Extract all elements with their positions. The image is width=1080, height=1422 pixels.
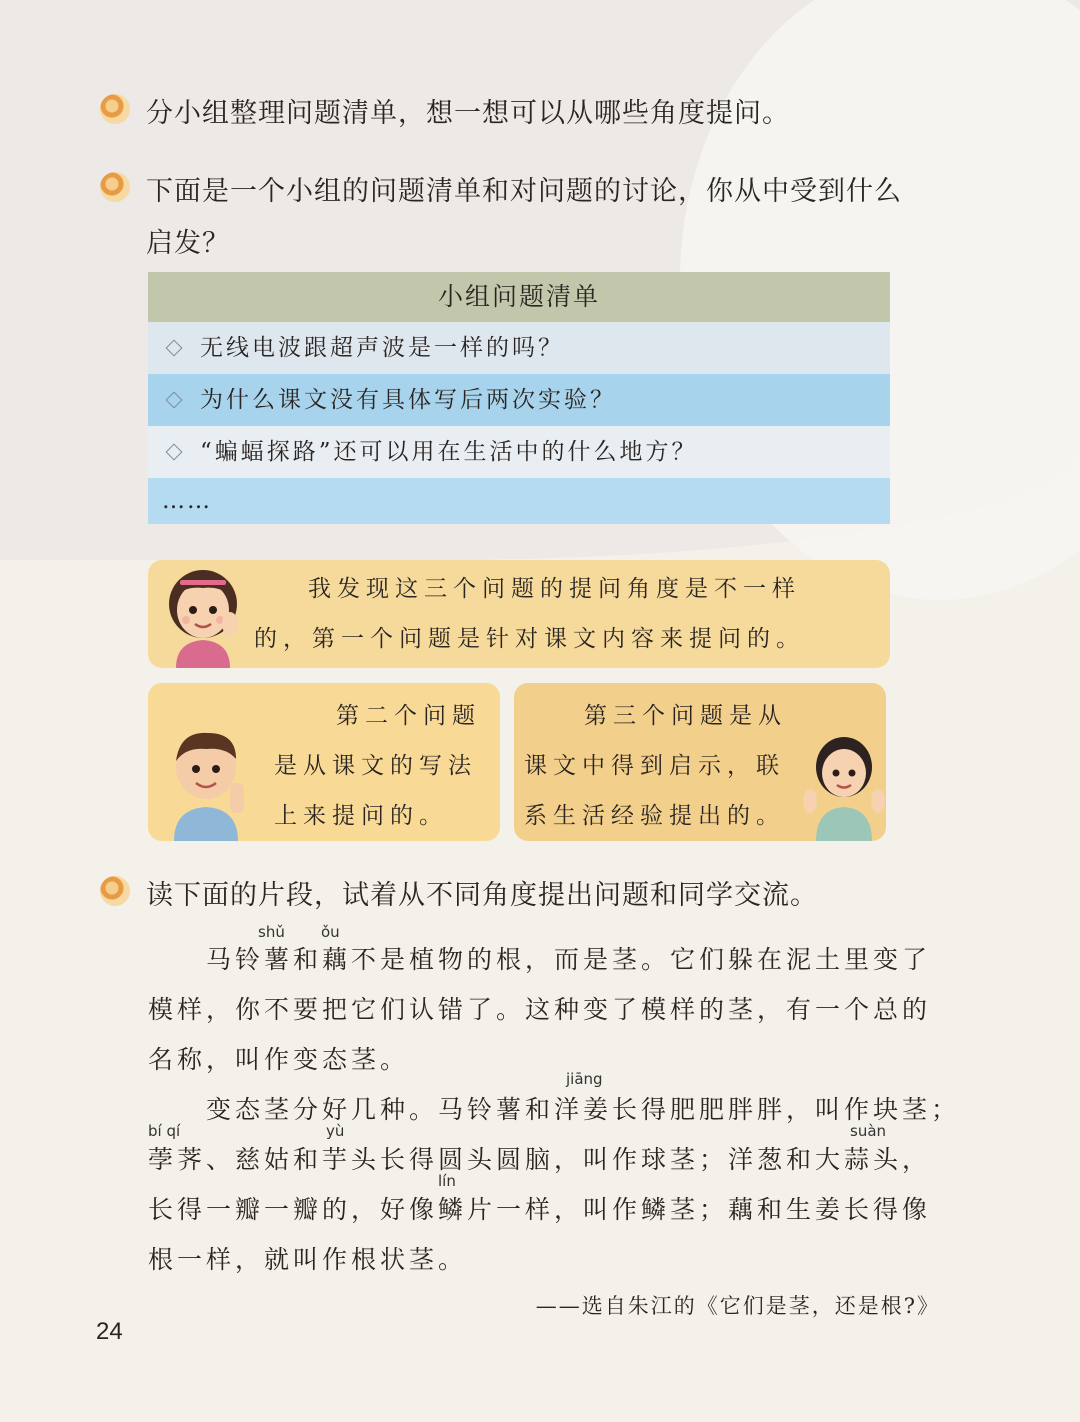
girl2-line1: 第三个问题是从 — [584, 703, 787, 729]
diamond-bullet-icon — [166, 340, 183, 357]
question-text: 无线电波跟超声波是一样的吗？ — [200, 335, 564, 361]
question-list-item — [148, 374, 890, 426]
boy-line3: 上来提问的。 — [274, 803, 448, 829]
page-number: 24 — [96, 1318, 123, 1345]
bullet-flower-icon — [100, 94, 130, 124]
girl2-line3: 系生活经验提出的。 — [524, 803, 785, 829]
girl1-line2: 的，第一个问题是针对课文内容来提问的。 — [254, 626, 805, 652]
pinyin-suan: suàn — [850, 1122, 887, 1140]
pinyin-jiang: jiāng — [566, 1070, 603, 1088]
ellipsis-text: …… — [162, 488, 212, 514]
bullet-flower-icon — [100, 876, 130, 906]
question-list-box — [148, 272, 890, 524]
question-list-ellipsis-row — [148, 478, 890, 524]
diamond-bullet-icon — [166, 392, 183, 409]
passage-line-3: 名称，叫作变态茎。 — [148, 1045, 410, 1074]
question-list-title: 小组问题清单 — [148, 272, 890, 322]
passage-line-5: 荸荠、慈姑和芋头长得圆头圆脑，叫作球茎；洋葱和大蒜头， — [148, 1145, 932, 1174]
pinyin-yu: yù — [326, 1122, 345, 1140]
instruction-2 — [100, 166, 902, 270]
passage-line-1: 马铃薯和藕不是植物的根，而是茎。它们躲在泥土里变了 — [206, 945, 932, 974]
pinyin-bi-qi: bí qí — [148, 1122, 181, 1140]
discussion-bubble-girl2 — [514, 683, 886, 841]
instruction-1-text: 分小组整理问题清单，想一想可以从哪些角度提问。 — [146, 98, 790, 129]
girl2-avatar-icon — [802, 727, 886, 841]
question-text: 为什么课文没有具体写后两次实验？ — [200, 387, 616, 413]
passage-line-4: 变态茎分好几种。马铃薯和洋姜长得肥肥胖胖，叫作块茎； — [206, 1095, 961, 1124]
bullet-flower-icon — [100, 172, 130, 202]
instruction-2-line1: 下面是一个小组的问题清单和对问题的讨论，你从中受到什么 — [146, 176, 902, 207]
pinyin-lin: lín — [438, 1172, 456, 1190]
passage-line-2: 模样，你不要把它们认错了。这种变了模样的茎，有一个总的 — [148, 995, 932, 1024]
boy-avatar-icon — [156, 723, 256, 841]
pinyin-ou: ǒu — [321, 923, 340, 941]
question-list-item — [148, 426, 890, 478]
passage-source: ——选自朱江的《它们是茎，还是根?》 — [535, 1294, 940, 1318]
girl2-line2: 课文中得到启示，联 — [524, 753, 785, 779]
instruction-3 — [100, 870, 818, 922]
boy-line1: 第二个问题 — [336, 703, 481, 729]
instruction-3-text: 读下面的片段，试着从不同角度提出问题和同学交流。 — [146, 880, 818, 911]
girl1-line1: 我发现这三个问题的提问角度是不一样 — [308, 576, 801, 602]
pinyin-shu: shǔ — [258, 923, 285, 941]
discussion-bubble-boy — [148, 683, 500, 841]
passage-line-6: 长得一瓣一瓣的，好像鳞片一样，叫作鳞茎；藕和生姜长得像 — [148, 1195, 932, 1224]
boy-line2: 是从课文的写法 — [274, 753, 477, 779]
diamond-bullet-icon — [166, 444, 183, 461]
instruction-1 — [100, 88, 790, 140]
instruction-2-line2: 启发？ — [146, 228, 230, 259]
question-text: “蝙蝠探路”还可以用在生活中的什么地方？ — [200, 439, 698, 465]
girl-avatar-icon — [158, 564, 248, 668]
passage-line-7: 根一样，就叫作根状茎。 — [148, 1245, 468, 1274]
question-list-item — [148, 322, 890, 374]
discussion-bubble-girl — [148, 560, 890, 668]
